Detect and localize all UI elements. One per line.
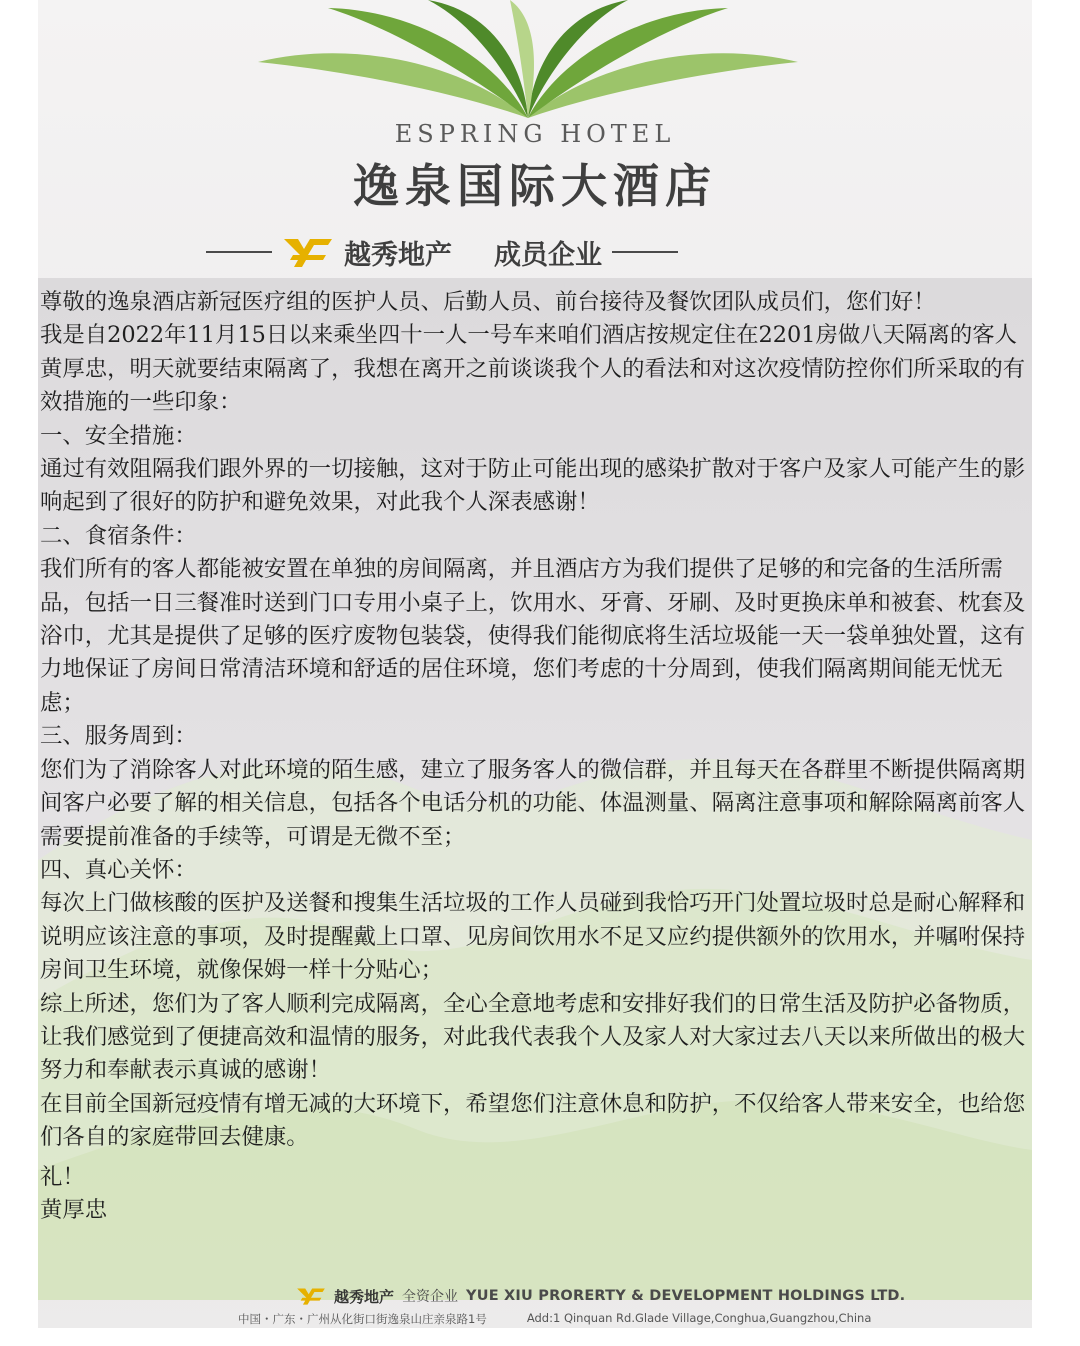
letter-body: [40, 286, 1030, 1227]
green-leaves-logo: [248, 0, 808, 120]
footer-company-en: YUE XIU PRORERTY & DEVELOPMENT HOLDINGS LTD.: [466, 1288, 906, 1304]
section-body: 我们所有的客人都能被安置在单独的房间隔离，并且酒店方为我们提供了足够的和完备的生活所需品，包括一日三餐准时送到门口专用小桌子上，饮用水、牙膏、牙刷、及时更换床单和被套、枕套及浴巾，尤其是提供了足够的医疗废物包装袋，使得我们能彻底将生活垃圾能一天一袋单独处置，这有力地保证了房间日常清洁环境和舒适的居住环境，您们考虑的十分周到，使我们隔离期间能无忧无虑；: [40, 556, 1026, 716]
section-heading: 一、安全措施：: [40, 422, 197, 449]
footer-company-line: [296, 1282, 996, 1310]
signature: 黄厚忠: [40, 1196, 108, 1223]
section-heading: 二、食宿条件：: [40, 522, 197, 549]
divider: [206, 251, 272, 253]
ye-logo-icon: [282, 235, 334, 269]
hotel-name-cn: 逸泉国际大酒店: [353, 159, 717, 213]
brand-line: [206, 230, 886, 274]
section-body: 每次上门做核酸的医护及送餐和搜集生活垃圾的工作人员碰到我恰巧开门处置垃圾时总是耐心解释和说明应该注意的事项，及时提醒戴上口罩、见房间饮用水不足又应约提供额外的饮用水，并嘱咐保持房间卫生环境，就像保姆一样十分贴心；: [40, 890, 1026, 984]
greeting: 尊敬的逸泉酒店新冠医疗组的医护人员、后勤人员、前台接待及餐饮团队成员们，您们好！: [40, 289, 936, 315]
address-cn: 中国・广东・广州从化街口街逸泉山庄亲泉路1号: [238, 1312, 487, 1326]
footer-type: 全资企业: [402, 1289, 459, 1305]
section-heading: 三、服务周到：: [40, 723, 197, 750]
summary-paragraph: 综上所述，您们为了客人顺利完成隔离，全心全意地考虑和安排好我们的日常生活及防护必备物质，让我们感觉到了便捷高效和温情的服务，对此我代表我个人及家人对大家过去八天以来所做出的极大努力和奉献表示真诚的感谢！: [40, 990, 1026, 1084]
brand-name: 越秀地产: [344, 239, 452, 271]
intro-paragraph: 我是自2022年11月15日以来乘坐四十一人一号车来咱们酒店按规定住在2201房做八天隔离的客人黄厚忠，明天就要结束隔离了，我想在离开之前谈谈我个人的看法和对这次疫情防控你们所采取的有效措施的一些印象：: [40, 322, 1026, 416]
footer-address: [238, 1311, 1032, 1327]
wish-paragraph: 在目前全国新冠疫情有增无减的大环境下，希望您们注意休息和防护，不仅给客人带来安全，也给您们各自的家庭带回去健康。: [40, 1090, 1026, 1151]
address-en: Add:1 Qinquan Rd.Glade Village,Conghua,Guangzhou,China: [526, 1311, 872, 1325]
ye-logo-icon: [296, 1286, 326, 1306]
closing: 礼！: [40, 1163, 85, 1190]
member-label: 成员企业: [494, 239, 602, 271]
hotel-name-en: ESPRING HOTEL: [394, 120, 676, 148]
footer-brand: 越秀地产: [334, 1287, 395, 1306]
section-heading: 四、真心关怀：: [40, 856, 197, 883]
section-body: 通过有效阻隔我们跟外界的一切接触，这对于防止可能出现的感染扩散对于客户及家人可能产生的影响起到了很好的防护和避免效果，对此我个人深表感谢！: [40, 456, 1026, 516]
divider: [612, 251, 678, 253]
section-body: 您们为了消除客人对此环境的陌生感，建立了服务客人的微信群，并且每天在各群里不断提供隔离期间客户必要了解的相关信息，包括各个电话分机的功能、体温测量、隔离注意事项和解除隔离前客人需要提前准备的手续等，可谓是无微不至；: [40, 756, 1026, 850]
